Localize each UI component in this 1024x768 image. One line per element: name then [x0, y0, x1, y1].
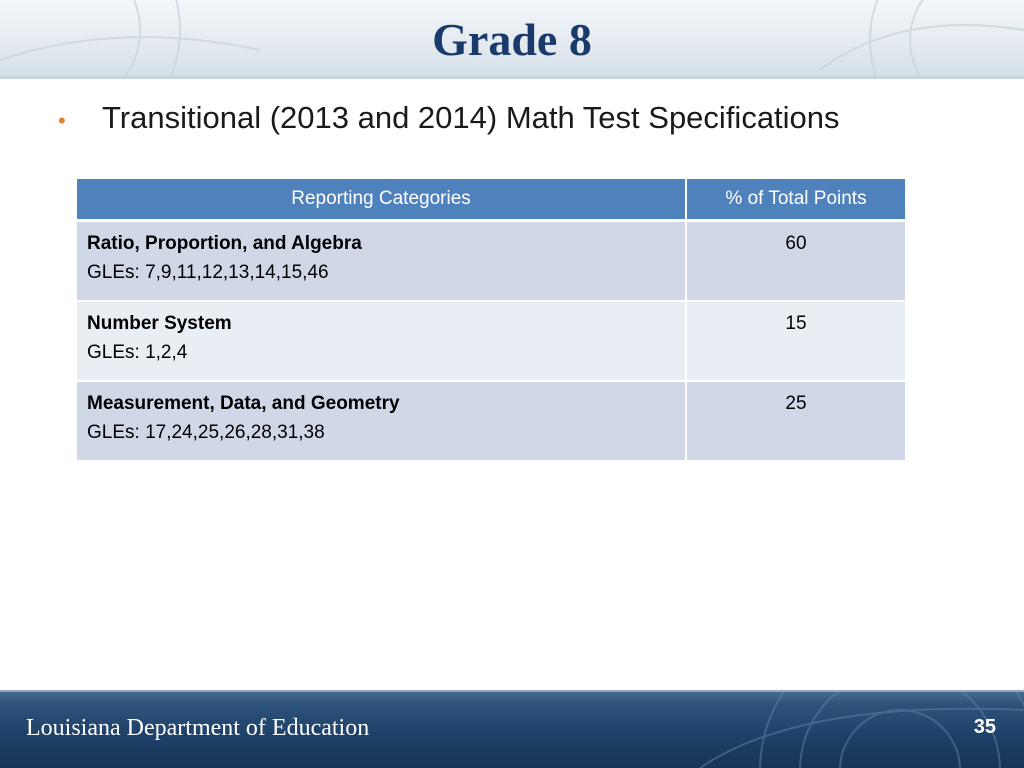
points-cell: 15 — [686, 301, 905, 381]
category-cell — [77, 381, 686, 461]
category-name: Number System — [87, 313, 232, 334]
points-cell: 25 — [686, 381, 905, 461]
table-row — [77, 381, 905, 461]
category-gles: GLEs: 7,9,11,12,13,14,15,46 — [87, 262, 329, 283]
category-name: Measurement, Data, and Geometry — [87, 393, 400, 414]
category-cell — [77, 221, 686, 302]
footer-organization: Louisiana Department of Education — [26, 715, 370, 741]
footer-band — [0, 690, 1024, 768]
test-spec-table — [77, 179, 905, 462]
category-gles: GLEs: 17,24,25,26,28,31,38 — [87, 422, 325, 443]
category-name: Ratio, Proportion, and Algebra — [87, 233, 362, 254]
points-cell: 60 — [686, 221, 905, 302]
bullet-item — [58, 100, 840, 136]
table-row — [77, 221, 905, 302]
category-cell — [77, 301, 686, 381]
table-header-row — [77, 179, 905, 221]
page-number: 35 — [973, 716, 996, 738]
category-gles: GLEs: 1,2,4 — [87, 342, 188, 363]
header-reporting-categories: Reporting Categories — [77, 179, 686, 221]
slide-title: Grade 8 — [432, 14, 592, 65]
table-row — [77, 301, 905, 381]
bullet-text: Transitional (2013 and 2014) Math Test Specifications — [102, 100, 840, 135]
header-percent-total-points: % of Total Points — [686, 179, 905, 221]
bullet-icon: • — [58, 108, 66, 133]
header-band — [0, 0, 1024, 79]
